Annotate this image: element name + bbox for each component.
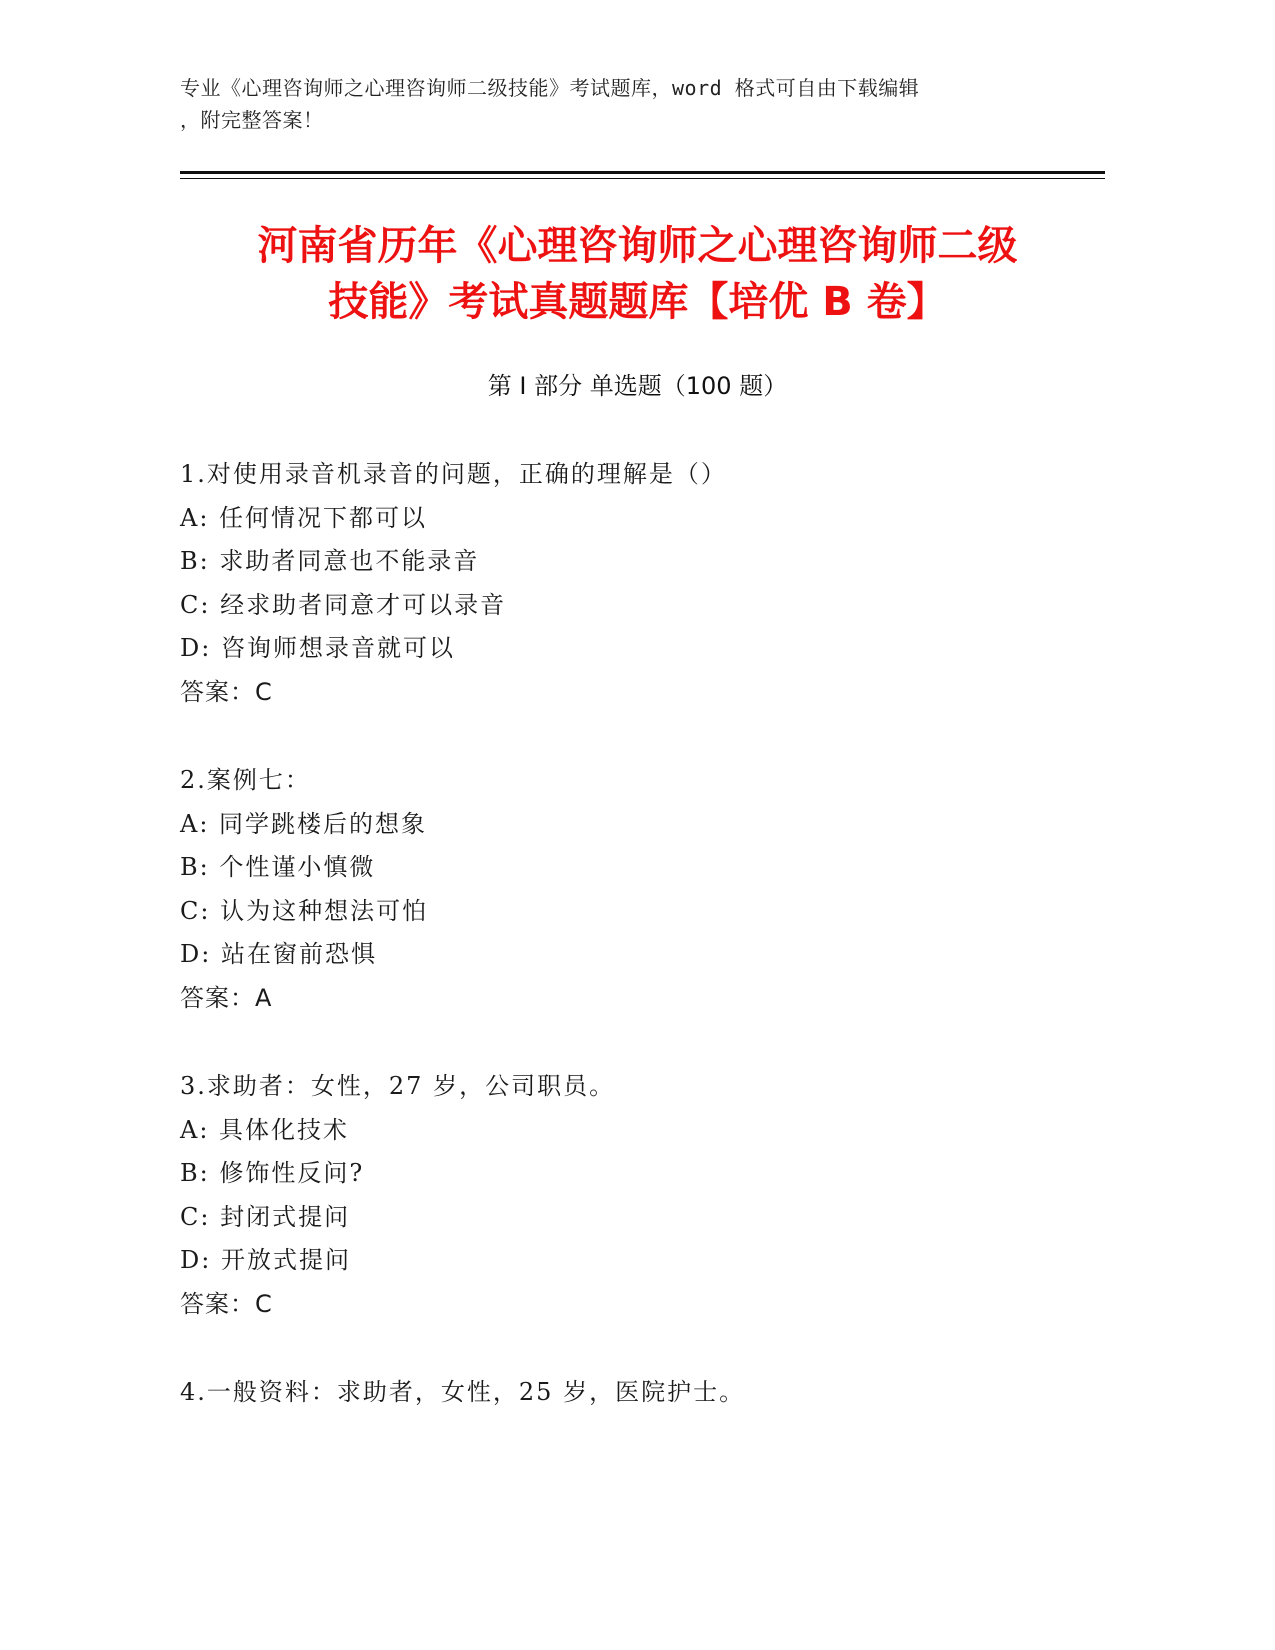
option-b: B: 修饰性反问? <box>180 1159 365 1187</box>
header-note-line-2: ，附完整答案！ <box>180 108 324 132</box>
document-title-line-1: 河南省历年《心理咨询师之心理咨询师二级 <box>257 223 1018 269</box>
header-note <box>180 72 1040 136</box>
answer: 答案：C <box>180 1289 273 1318</box>
question-stem: 4.一般资料：求助者，女性，25 岁，医院护士。 <box>180 1378 746 1406</box>
question-3 <box>180 1065 1080 1326</box>
option-a: A: 同学跳楼后的想象 <box>180 809 428 838</box>
document-title <box>150 218 1125 330</box>
header-divider-thin <box>180 178 1105 179</box>
header-divider-thick <box>180 171 1105 174</box>
document-title-line-2: 技能》考试真题题库【培优 B 卷】 <box>328 279 947 325</box>
option-d: D: 开放式提问 <box>180 1246 351 1274</box>
answer: 答案：C <box>180 677 273 706</box>
option-a: A: 具体化技术 <box>180 1115 350 1144</box>
option-c: C: 封闭式提问 <box>180 1202 351 1231</box>
option-b: B: 个性谨小慎微 <box>180 853 376 881</box>
header-note-line-1: 专业《心理咨询师之心理咨询师二级技能》考试题库，word 格式可自由下载编辑 <box>180 76 920 100</box>
section-title: 第 I 部分 单选题（100 题） <box>487 372 788 400</box>
option-c: C: 经求助者同意才可以录音 <box>180 590 507 619</box>
option-b: B: 求助者同意也不能录音 <box>180 547 480 575</box>
question-1 <box>180 453 1080 714</box>
question-2 <box>180 759 1080 1020</box>
option-a: A: 任何情况下都可以 <box>180 503 428 532</box>
answer: 答案：A <box>180 983 273 1012</box>
option-d: D: 站在窗前恐惧 <box>180 940 377 968</box>
question-stem: 3.求助者：女性，27 岁，公司职员。 <box>180 1072 616 1100</box>
option-d: D: 咨询师想录音就可以 <box>180 634 455 662</box>
question-stem: 2.案例七： <box>180 766 311 794</box>
option-c: C: 认为这种想法可怕 <box>180 896 429 925</box>
question-list <box>180 453 1080 1460</box>
question-stem: 1.对使用录音机录音的问题，正确的理解是（） <box>180 460 727 488</box>
question-4 <box>180 1371 1080 1415</box>
